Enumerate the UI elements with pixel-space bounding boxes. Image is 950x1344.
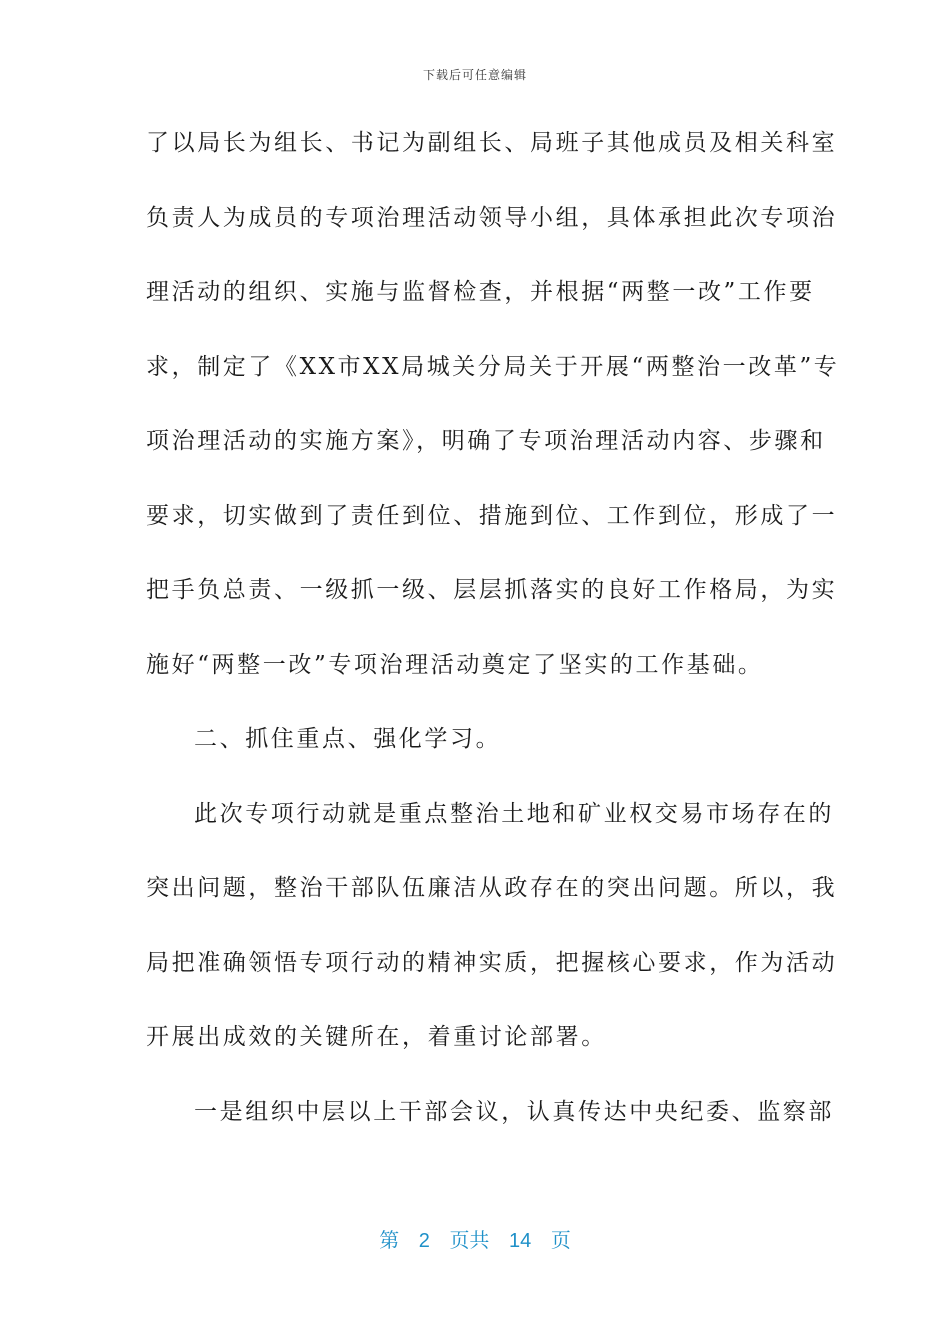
text-line: 局把准确领悟专项行动的精神实质，把握核心要求，作为活动 [146, 949, 838, 976]
text-line: 施好“两整一改”专项治理活动奠定了坚实的工作基础。 [146, 651, 764, 678]
text-line: 要求，切实做到了责任到位、措施到位、工作到位，形成了一 [146, 502, 838, 529]
document-body [146, 118, 840, 1161]
text-line: 开展出成效的关键所在，着重讨论部署。 [146, 1024, 607, 1050]
text-line: 项治理活动的实施方案》，明确了专项治理活动内容、步骤和 [146, 428, 826, 454]
page-number: 2 [418, 1230, 430, 1252]
text-line: 此次专项行动就是重点整治土地和矿业权交易市场存在的 [194, 800, 834, 827]
section-heading: 二、抓住重点、强化学习。 [194, 726, 502, 752]
text-line: 求，制定了《XX市XX局城关分局关于开展“两整治一改革”专 [146, 353, 840, 380]
page-suffix: 页 [550, 1230, 571, 1252]
text-line: 负责人为成员的专项治理活动领导小组，具体承担此次专项治 [146, 204, 838, 231]
text-line: 突出问题，整治干部队伍廉洁从政存在的突出问题。所以，我 [146, 875, 838, 901]
header-note: 下载后可任意编辑 [422, 68, 527, 82]
page-prefix: 第 [379, 1230, 400, 1252]
page-middle: 页共 [449, 1230, 490, 1252]
text-line: 理活动的组织、实施与监督检查，并根据“两整一改”工作要 [146, 279, 815, 305]
page-total: 14 [509, 1230, 532, 1252]
text-line: 把手负总责、一级抓一级、层层抓落实的良好工作格局，为实 [146, 577, 838, 603]
page-footer [0, 1224, 950, 1253]
text-line: 一是组织中层以上干部会议，认真传达中央纪委、监察部 [194, 1098, 834, 1125]
text-line: 了以局长为组长、书记为副组长、局班子其他成员及相关科室 [146, 130, 838, 156]
